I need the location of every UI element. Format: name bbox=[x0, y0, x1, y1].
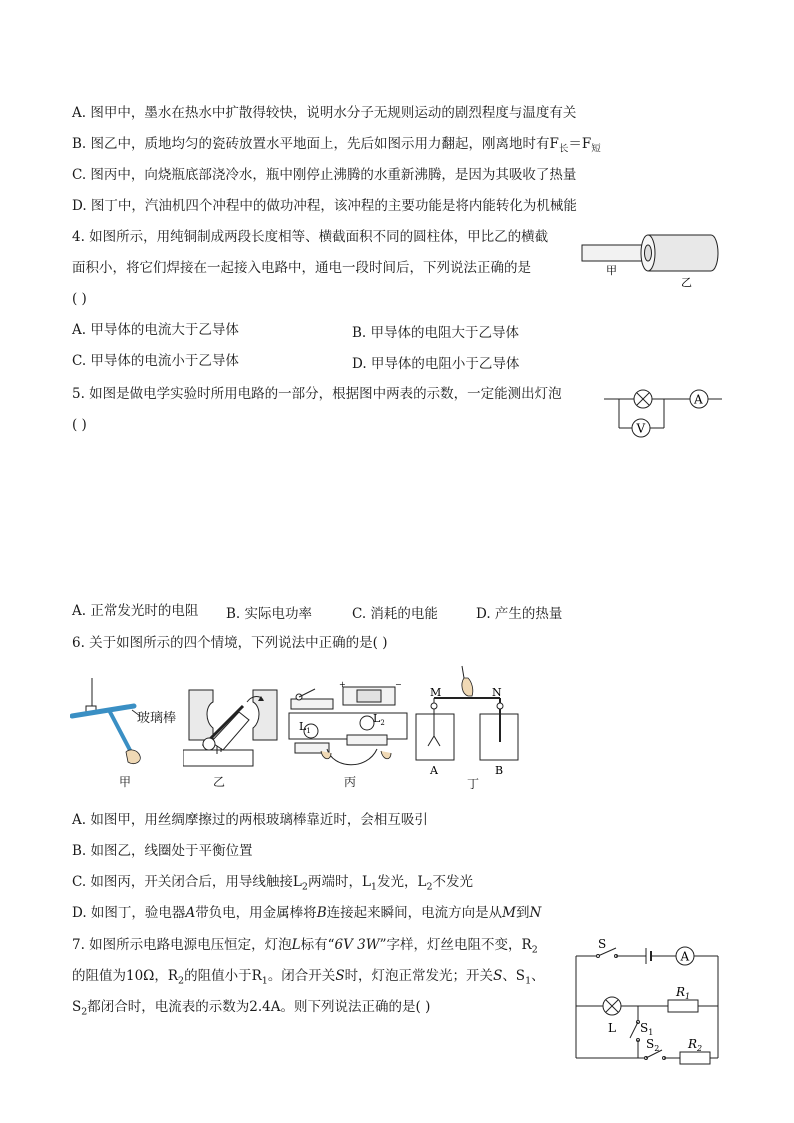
q3-option-c: C. 图丙中，向烧瓶底部浇冷水，瓶中刚停止沸腾的水重新沸腾，是因为其吸收了热量 bbox=[72, 167, 577, 183]
q6-caption-bing: 丙 bbox=[344, 775, 357, 789]
q7-label-r2: $R_2$ bbox=[688, 1037, 703, 1053]
q4-option-c: C. 甲导体的电流小于乙导体 bbox=[72, 353, 239, 369]
q6-figure-ding bbox=[412, 664, 522, 776]
q6-label-n: N bbox=[492, 686, 502, 699]
q6-caption-yi: 乙 bbox=[213, 775, 226, 789]
q7-label-l: L bbox=[608, 1021, 616, 1035]
q4-option-d: D. 甲导体的电阻小于乙导体 bbox=[352, 356, 520, 372]
q4-option-a: A. 甲导体的电流大于乙导体 bbox=[72, 322, 239, 338]
q7-circuit-figure bbox=[572, 936, 724, 1066]
q6-label-a: A bbox=[430, 764, 438, 776]
q6-l2-label: $L_2$ bbox=[373, 712, 385, 727]
q4-paren: ( ) bbox=[72, 291, 87, 307]
q5-stem: 5. 如图是做电学实验时所用电路的一部分，根据图中两表的示数，一定能测出灯泡 bbox=[72, 386, 562, 402]
q7-label-r1: $R_1$ bbox=[676, 985, 691, 1001]
svg-text:+: + bbox=[339, 680, 346, 689]
q5-ammeter-label: A bbox=[694, 392, 703, 407]
q3-b-sub-short: 短 bbox=[591, 143, 601, 155]
q6-stem: 6. 关于如图所示的四个情境，下列说法中正确的是( ) bbox=[72, 635, 388, 651]
q6-option-b: B. 如图乙，线圈处于平衡位置 bbox=[72, 843, 253, 859]
q6-bulb-l2-icon bbox=[360, 716, 374, 730]
q6-glass-rod-2 bbox=[110, 712, 132, 754]
q3-option-b bbox=[72, 135, 601, 159]
q5-option-d: D. 产生的热量 bbox=[476, 606, 563, 622]
q4-label-jia: 甲 bbox=[606, 264, 617, 277]
q6-caption-ding: 丁 bbox=[467, 777, 480, 791]
q5-option-a: A. 正常发光时的电阻 bbox=[72, 603, 199, 619]
q7-resistor-r2 bbox=[680, 1052, 710, 1064]
q7-label-s2: $S_2$ bbox=[646, 1037, 660, 1053]
q7-resistor-r1 bbox=[668, 1000, 698, 1012]
q4-stem-line2: 面积小，将它们焊接在一起接入电路中，通电一段时间后，下列说法正确的是 bbox=[72, 260, 531, 276]
q7-stem-line3: $S_2$都闭合时，电流表的示数为2.4A。则下列说法正确的是( ) bbox=[72, 999, 431, 1018]
q7-label-s: S bbox=[598, 937, 607, 951]
q3-b-mid: ＝F bbox=[568, 136, 592, 152]
q6-figure-yi bbox=[183, 684, 283, 770]
q4-stem-line1: 4. 如图所示，用纯铜制成两段长度相等、横截面积不同的圆柱体，甲比乙的横截 bbox=[72, 229, 549, 245]
q3-b-sub-long: 长 bbox=[558, 143, 569, 155]
q6-hand-icon bbox=[126, 750, 140, 764]
q4-option-b: B. 甲导体的电阻大于乙导体 bbox=[352, 325, 520, 341]
q6-label-b: B bbox=[495, 764, 504, 776]
q7-label-s1: $S_1$ bbox=[640, 1021, 654, 1037]
q6-option-a: A. 如图甲，用丝绸摩擦过的两根玻璃棒靠近时，会相互吸引 bbox=[72, 812, 428, 828]
q4-label-yi: 乙 bbox=[681, 276, 692, 289]
q5-voltmeter-label: V bbox=[636, 421, 646, 436]
q5-option-b: B. 实际电功率 bbox=[226, 606, 313, 622]
q7-stem-line1: 7. 如图所示电路电源电压恒定，灯泡L标有“6V 3W”字样，灯丝电阻不变，$R_2$ bbox=[72, 937, 538, 956]
q6-figure-bing bbox=[287, 679, 412, 775]
q6-option-c: C. 如图丙，开关闭合后，用导线触接$L_2$两端时，$L_1$发光，$L_2$不发光 bbox=[72, 874, 473, 893]
q6-rod-label: 玻璃棒 bbox=[137, 711, 177, 726]
q6-label-m: M bbox=[430, 686, 442, 699]
q7-stem-line2: 的阻值为10Ω，$R_2$的阻值小于$R_1$。闭合开关S时，灯泡正常发光；开关S、$S_1$、 bbox=[72, 968, 545, 987]
q3-b-text: B. 图乙中，质地均匀的瓷砖放置水平地面上，先后如图示用力翻起，刚离地时有F bbox=[72, 136, 559, 152]
q5-option-c: C. 消耗的电能 bbox=[352, 606, 438, 622]
q4-cylinders-figure bbox=[578, 228, 728, 290]
q6-l1-label: $L_1$ bbox=[299, 720, 311, 735]
q7-ammeter-label: A bbox=[680, 949, 690, 964]
q7-switch-s1 bbox=[630, 1022, 638, 1038]
q3-option-a: A. 图甲中，墨水在热水中扩散得较快，说明水分子无规则运动的剧烈程度与温度有关 bbox=[72, 105, 577, 121]
q6-glass-rod-1 bbox=[72, 706, 134, 716]
q5-circuit-figure bbox=[604, 387, 724, 439]
q6-caption-jia: 甲 bbox=[119, 775, 132, 789]
q5-paren: ( ) bbox=[72, 417, 87, 433]
svg-text:−: − bbox=[395, 680, 402, 689]
q3-option-d: D. 图丁中，汽油机四个冲程中的做功冲程，该冲程的主要功能是将内能转化为机械能 bbox=[72, 198, 577, 214]
q6-option-d: D. 如图丁，验电器A带负电，用金属棒将B连接起来瞬间，电流方向是从M到N bbox=[72, 905, 542, 921]
